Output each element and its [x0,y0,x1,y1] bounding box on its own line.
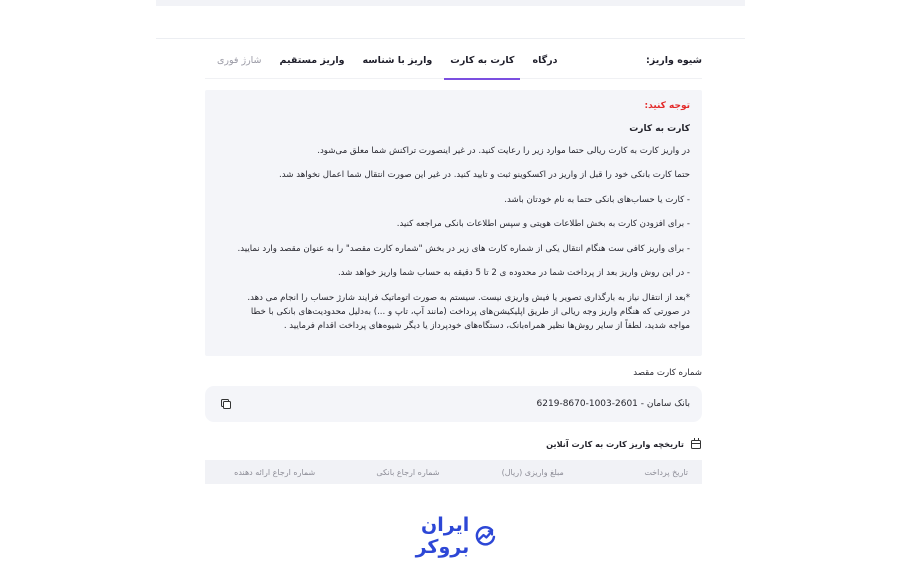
tab-card-to-card[interactable]: کارت به کارت [444,40,520,79]
notice-box [205,90,702,356]
destination-card-number: بانک سامان - 2601-1003-8670-6219 [536,399,690,409]
payment-method-label: شیوه واریز: [646,55,702,66]
destination-card [205,386,702,422]
column-payment-date: تاریخ پرداخت [644,467,688,477]
payment-method-row [205,40,702,79]
notice-footnote: مواجه شدید، لطفاً از سایر روش‌ها نظیر همراه‌بانک، دستگاه‌های خودپرداز یا دیگر شیوه‌های پرداخت اقدام فرمایید . [283,321,690,331]
chart-circle-icon [473,523,498,549]
tab-gateway[interactable]: درگاه [532,55,558,66]
history-title-text: تاریخچه واریز کارت به کارت آنلاین [546,439,684,449]
notice-subtitle: کارت به کارت [629,124,690,134]
brand-name: ایران بروکر [415,514,470,558]
history-title [546,438,702,450]
notice-line: حتما کارت بانکی خود را قبل از واریز در اکسکوینو ثبت و تایید کنید. در غیر این صورت انتقال شما اعمال نخواهد شد. [279,170,690,180]
column-bank-reference: شماره ارجاع بانکی [376,467,440,477]
notice-warning: توجه کنید: [644,101,690,111]
notice-footnote: در صورتی که هنگام واریز وجه ریالی از طریق اپلیکیشن‌های پرداخت (مانند آپ، تاپ و ...) به‌دلیل محدودیت‌های بانکی با خطا [250,307,690,317]
column-amount: مبلغ واریزی (ریال) [501,467,564,477]
notice-footnote: *بعد از انتقال نیاز به بارگذاری تصویر یا فیش واریزی نیست. سیستم به صورت اتوماتیک فرایند شارژ حساب را انجام می دهد. [247,293,690,303]
notice-line: - در این روش واریز بعد از پرداخت شما در محدوده ی 2 تا 5 دقیقه به حساب شما واریز خواهد شد. [337,268,690,278]
top-divider [156,38,745,39]
tab-deposit-by-id[interactable]: واریز با شناسه [362,55,433,66]
tab-direct-deposit[interactable]: واریز مستقیم [279,55,345,66]
notice-line: - برای افزودن کارت به بخش اطلاعات هویتی و سپس اطلاعات بانکی مراجعه کنید. [396,219,690,229]
notice-line: - کارت یا حساب‌های بانکی حتما به نام خودتان باشد. [504,195,690,205]
deposit-panel [205,40,702,477]
calendar-icon [690,438,702,450]
tab-instant-charge[interactable]: شارژ فوری [217,55,262,66]
destination-card-label: شماره کارت مقصد [633,368,702,378]
brand-logo [366,514,498,558]
history-table-header [205,460,702,484]
notice-line: - برای واریز کافی ست هنگام انتقال یکی از شماره کارت های زیر در بخش "شماره کارت مقصد" را به عنوان مقصد وارد نمایید. [237,244,690,254]
notice-line: در واریز کارت به کارت ریالی حتما موارد زیر را رعایت کنید. در غیر اینصورت تراکنش شما معلق می‌شود. [317,146,690,156]
payment-method-tabs [205,40,558,79]
copy-icon[interactable] [219,397,233,411]
top-header-strip [156,0,745,6]
column-provider-reference: شماره ارجاع ارائه دهنده [234,467,316,477]
